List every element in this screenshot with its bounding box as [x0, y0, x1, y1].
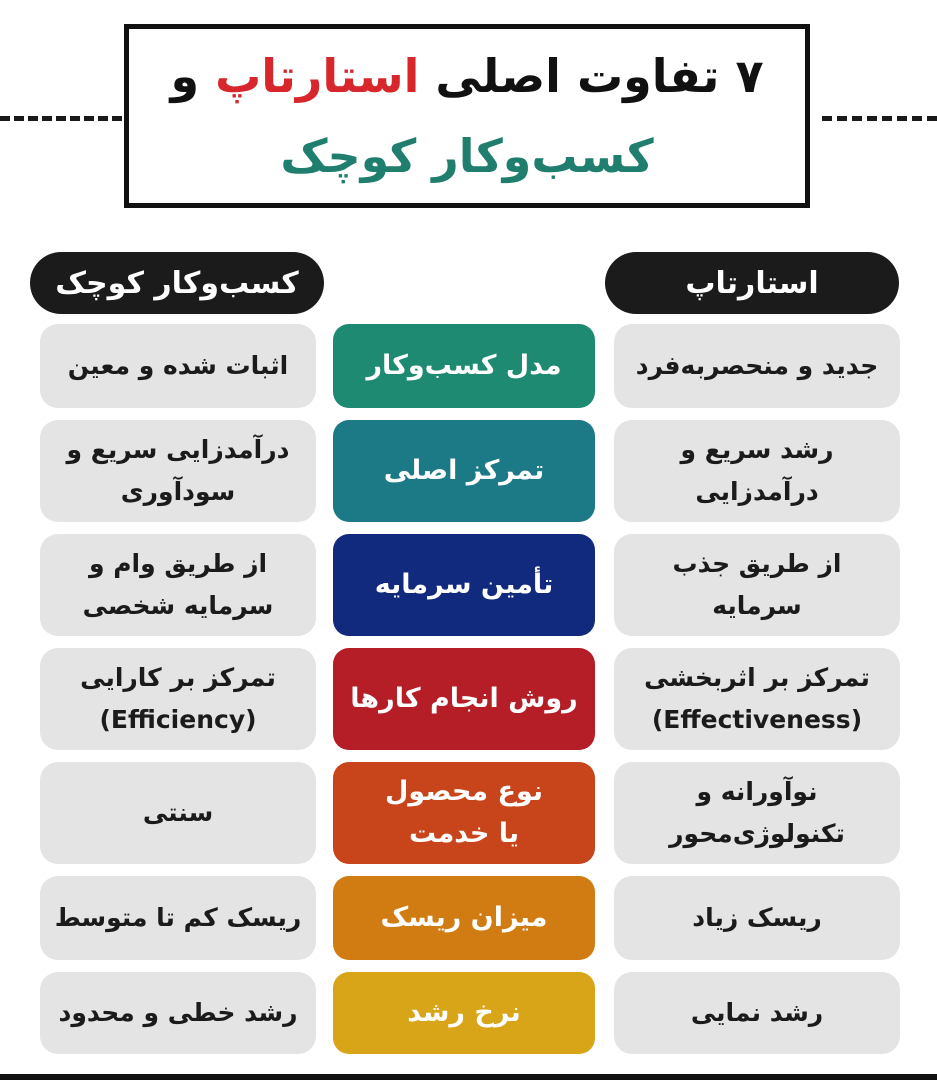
title-dashed-line-right [822, 116, 937, 121]
cell-text: رشد نمایی [690, 997, 824, 1027]
category-label-line: نوع محصول [384, 776, 544, 808]
cell-text-line: سرمایه شخصی [82, 591, 274, 620]
category-label: نرخ رشد [407, 997, 521, 1029]
cell-text: ریسک کم تا متوسط [54, 902, 302, 932]
cell-text-line: (Efficiency) [99, 705, 257, 734]
category-main-focus [333, 420, 595, 522]
category-label: تمرکز اصلی [383, 455, 545, 487]
startup-cell-funding [614, 534, 900, 636]
category-business-model [333, 324, 595, 408]
small-business-cell-product-type [40, 762, 316, 864]
cell-text-line: درآمدزایی [695, 477, 819, 506]
small-business-cell-main-focus [40, 420, 316, 522]
title-dashed-line-left [0, 116, 122, 121]
cell-text: جدید و منحصربه‌فرد [635, 350, 879, 380]
cell-text-line: درآمدزایی سریع و [66, 434, 290, 464]
startup-cell-main-focus [614, 420, 900, 522]
category-label: روش انجام کارها [350, 683, 578, 715]
cell-text-line: (Effectiveness) [651, 705, 863, 734]
cell-text-line: سرمایه [712, 591, 802, 620]
small-business-cell-work-method [40, 648, 316, 750]
title-suffix: و [170, 49, 216, 103]
cell-text-line: تکنولوژی‌محور [669, 819, 845, 848]
column-header-small-business: کسب‌وکار کوچک [30, 252, 324, 314]
column-header-startup: استارتاپ [605, 252, 899, 314]
small-business-cell-business-model [40, 324, 316, 408]
small-business-cell-growth-rate [40, 972, 316, 1054]
title-accent-startup: استارتاپ [215, 49, 420, 103]
cell-text-line: تمرکز بر اثربخشی [644, 662, 870, 692]
category-product-type [333, 762, 595, 864]
cell-text-line: نوآورانه و [696, 776, 818, 806]
cell-text-line: از طریق جذب [672, 548, 842, 578]
category-label: تأمین سرمایه [374, 569, 554, 601]
title-prefix: ۷ تفاوت اصلی [419, 49, 764, 103]
category-work-method [333, 648, 595, 750]
category-funding [333, 534, 595, 636]
startup-cell-growth-rate [614, 972, 900, 1054]
startup-cell-product-type [614, 762, 900, 864]
small-business-cell-risk-level [40, 876, 316, 960]
startup-cell-risk-level [614, 876, 900, 960]
cell-text-line: از طریق وام و [88, 548, 268, 578]
title-box [124, 24, 810, 208]
cell-text: رشد خطی و محدود [58, 997, 298, 1027]
category-label-line: یا خدمت [408, 818, 520, 849]
cell-text-line: تمرکز بر کارایی [80, 662, 276, 692]
startup-cell-work-method [614, 648, 900, 750]
cell-text: اثبات شده و معین [67, 350, 289, 380]
startup-cell-business-model [614, 324, 900, 408]
category-growth-rate [333, 972, 595, 1054]
cell-text-line: رشد سریع و [680, 434, 834, 464]
bottom-border [0, 1074, 937, 1080]
cell-text: سنتی [142, 797, 214, 827]
small-business-cell-funding [40, 534, 316, 636]
cell-text: ریسک زیاد [692, 902, 822, 932]
title-line-2: کسب‌وکار کوچک [280, 129, 654, 183]
category-label: مدل کسب‌وکار [366, 350, 562, 382]
title-line-1 [129, 49, 805, 104]
category-label: میزان ریسک [380, 902, 548, 934]
cell-text-line: سودآوری [120, 477, 236, 506]
category-risk-level [333, 876, 595, 960]
